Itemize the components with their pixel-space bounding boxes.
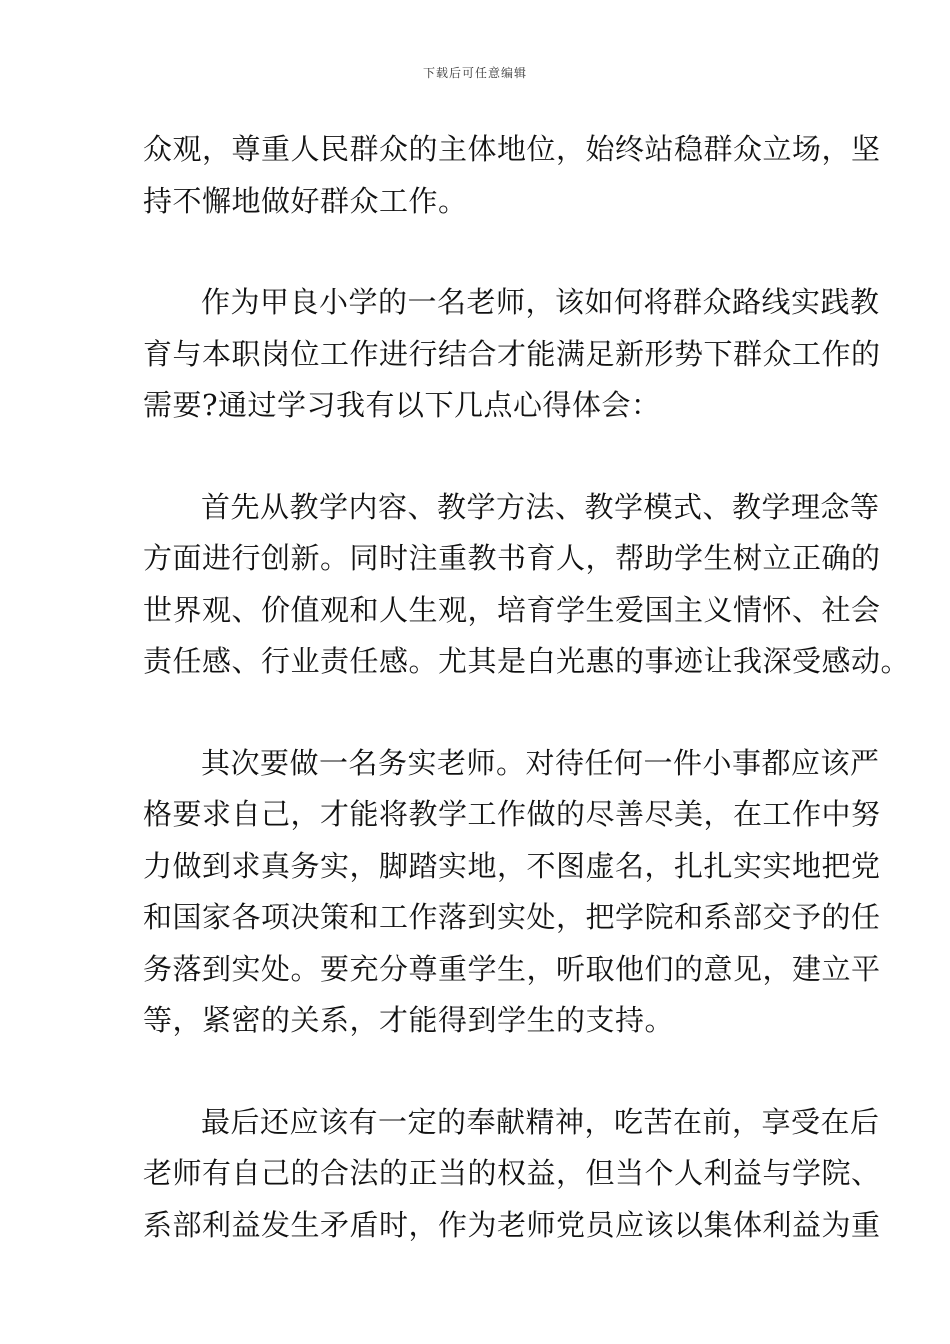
- text-line: 其次要做一名务实老师。对待任何一件小事都应该严: [201, 745, 880, 780]
- paragraph: [143, 277, 881, 432]
- text-line: 务落到实处。要充分尊重学生，听取他们的意见，建立平: [143, 951, 881, 986]
- document-body: [143, 124, 911, 1301]
- text-line: 育与本职岗位工作进行结合才能满足新形势下群众工作的: [143, 336, 881, 371]
- text-line: 力做到求真务实，脚踏实地，不图虚名，扎扎实实地把党: [143, 848, 881, 883]
- paragraph: [143, 124, 881, 227]
- text-line: 最后还应该有一定的奉献精神，吃苦在前，享受在后: [201, 1104, 880, 1139]
- text-line: 和国家各项决策和工作落到实处，把学院和系部交予的任: [143, 900, 881, 934]
- text-line: 责任感、行业责任感。尤其是白光惠的事迹让我深受感动。: [143, 644, 911, 678]
- text-line: 方面进行创新。同时注重教书育人，帮助学生树立正确的: [143, 541, 881, 575]
- text-line: 作为甲良小学的一名老师，该如何将群众路线实践教: [201, 285, 880, 319]
- text-line: 等，紧密的关系，才能得到学生的支持。: [143, 1003, 675, 1037]
- text-line: 系部利益发生矛盾时，作为老师党员应该以集体利益为重: [143, 1207, 881, 1242]
- paragraph: [143, 1097, 881, 1252]
- text-line: 需要?通过学习我有以下几点心得体会：: [143, 388, 661, 422]
- page-header: 下载后可任意编辑: [422, 66, 527, 80]
- paragraph: [143, 738, 881, 1047]
- text-line: 世界观、价值观和人生观，培育学生爱国主义情怀、社会: [143, 592, 881, 627]
- text-line: 众观，尊重人民群众的主体地位，始终站稳群众立场，坚: [143, 132, 881, 166]
- text-line: 持不懈地做好群众工作。: [143, 183, 468, 218]
- text-line: 老师有自己的合法的正当的权益，但当个人利益与学院、: [143, 1156, 881, 1190]
- text-line: 格要求自己，才能将教学工作做的尽善尽美，在工作中努: [143, 797, 881, 831]
- paragraph: [143, 482, 911, 688]
- text-line: 首先从教学内容、教学方法、教学模式、教学理念等: [201, 489, 880, 524]
